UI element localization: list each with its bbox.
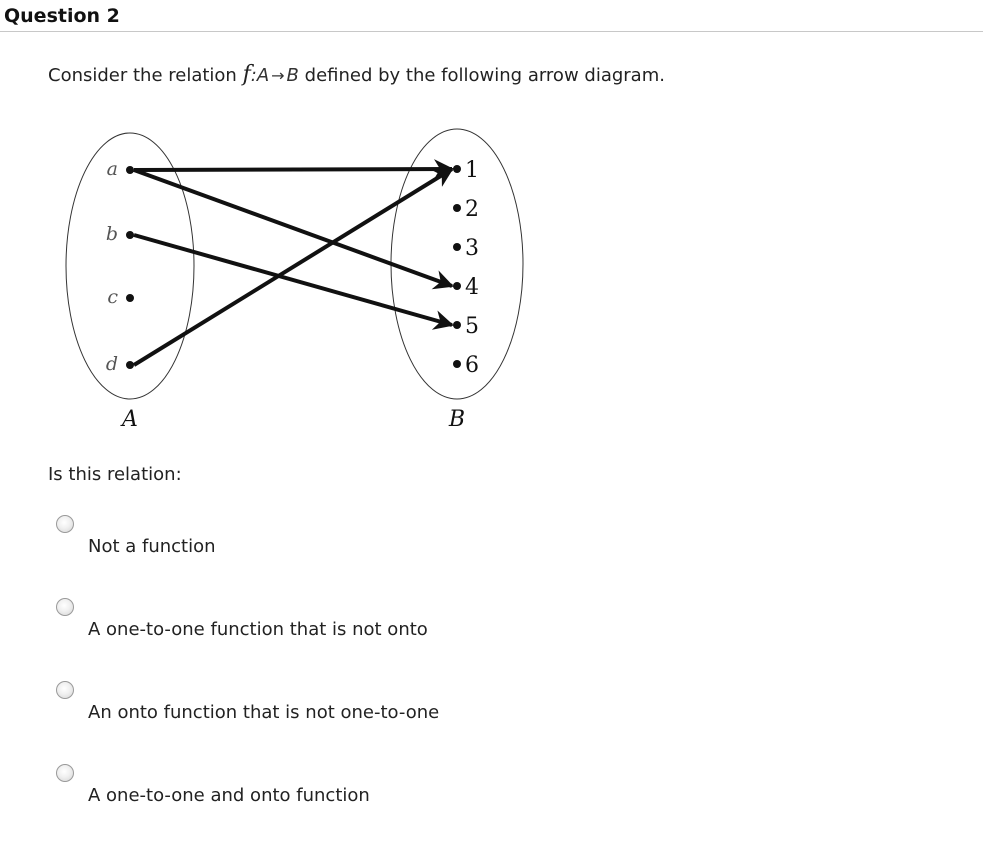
set-a-element-dot bbox=[126, 361, 134, 369]
mapping-arrow-b-to-5 bbox=[134, 235, 452, 325]
set-a-element-dot bbox=[126, 166, 134, 174]
set-b-element-dot bbox=[453, 165, 461, 173]
domain-set: A bbox=[256, 65, 270, 86]
prompt-text-after: defined by the following arrow diagram. bbox=[304, 65, 665, 86]
set-a-element-label: a bbox=[106, 158, 118, 180]
set-a-element-label: d bbox=[105, 353, 118, 375]
set-b-element-dot bbox=[453, 243, 461, 251]
set-a-element-dot bbox=[126, 231, 134, 239]
set-b-element-label: 4 bbox=[465, 275, 479, 300]
prompt-text-before: Consider the relation bbox=[48, 65, 237, 86]
option-label[interactable]: Not a function bbox=[88, 536, 216, 557]
radio-button[interactable] bbox=[56, 764, 74, 782]
set-b-element-dot bbox=[453, 321, 461, 329]
set-b-element-label: 1 bbox=[465, 158, 479, 183]
subquestion-text: Is this relation: bbox=[48, 464, 182, 485]
function-name: f bbox=[242, 62, 251, 87]
set-a-element-dot bbox=[126, 294, 134, 302]
question-title: Question 2 bbox=[4, 5, 120, 27]
radio-button[interactable] bbox=[56, 598, 74, 616]
set-a-label: A bbox=[122, 407, 138, 432]
option-label[interactable]: A one-to-one and onto function bbox=[88, 785, 370, 806]
set-a-element-label: c bbox=[107, 286, 118, 308]
set-b-element-label: 3 bbox=[465, 236, 479, 261]
set-b-element-label: 5 bbox=[465, 314, 479, 339]
colon: : bbox=[250, 65, 257, 86]
set-a-element-label: b bbox=[105, 223, 118, 245]
radio-button[interactable] bbox=[56, 515, 74, 533]
set-b-element-dot bbox=[453, 282, 461, 290]
mapping-arrow-a-to-1 bbox=[134, 169, 452, 170]
set-b-element-label: 2 bbox=[465, 197, 479, 222]
set-b-element-dot bbox=[453, 360, 461, 368]
option-label[interactable]: A one-to-one function that is not onto bbox=[88, 619, 428, 640]
set-b-element-dot bbox=[453, 204, 461, 212]
maps-to-arrow: → bbox=[271, 66, 285, 85]
set-b-element-label: 6 bbox=[465, 353, 479, 378]
option-label[interactable]: An onto function that is not one-to-one bbox=[88, 702, 440, 723]
codomain-set: B bbox=[286, 65, 299, 86]
radio-button[interactable] bbox=[56, 681, 74, 699]
set-b-label: B bbox=[448, 407, 466, 432]
